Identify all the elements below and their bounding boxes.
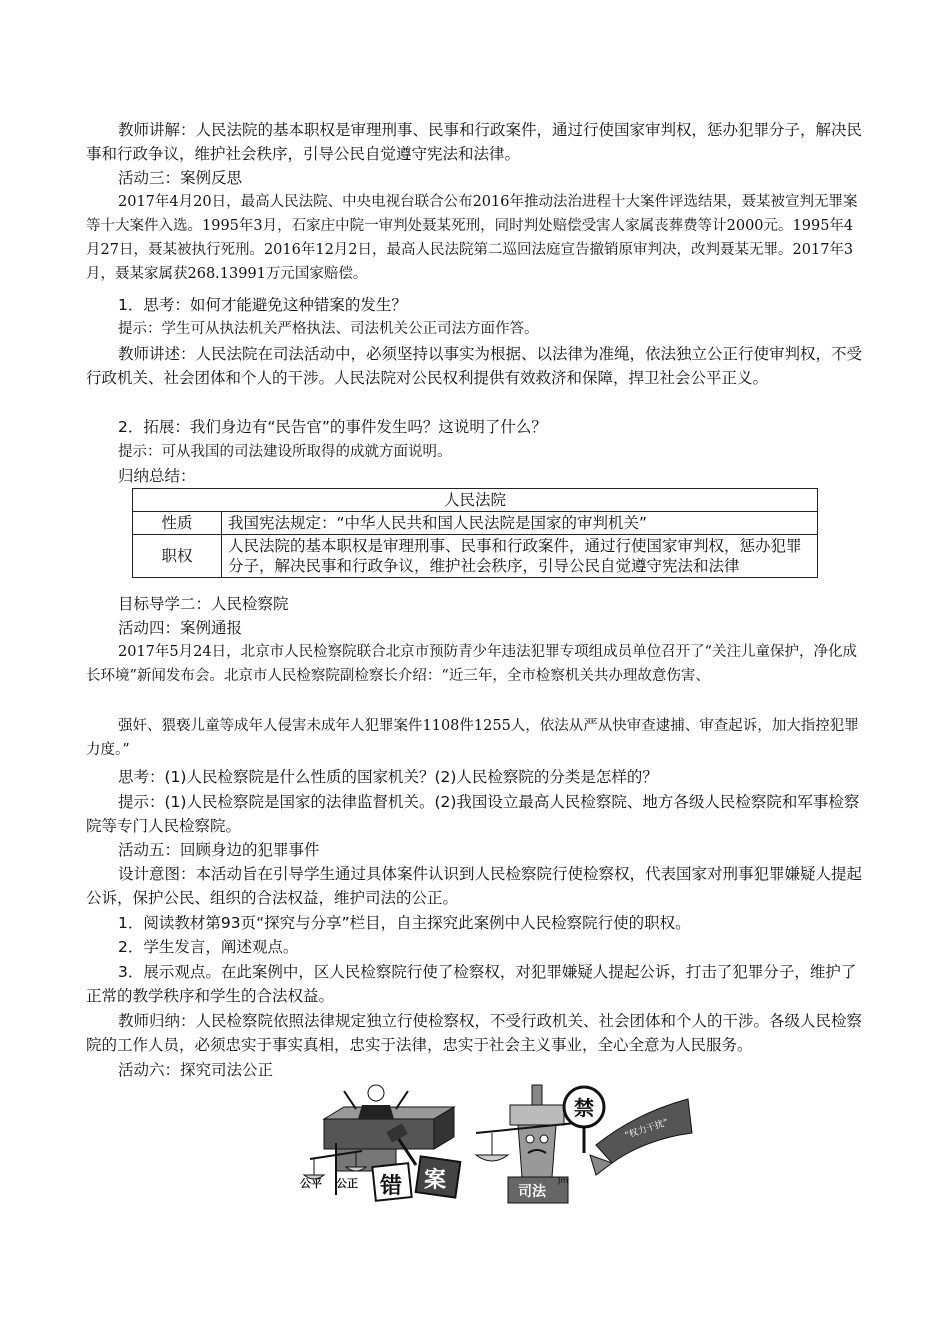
paragraph-think-1: 1．思考：如何才能避免这种错案的发生？ <box>118 296 407 314</box>
paragraph-think-procuratorate: 思考：(1)人民检察院是什么性质的国家机关？(2)人民检察院的分类是怎样的？ <box>118 768 658 786</box>
paragraph-step-2: 2．学生发言，阐述观点。 <box>118 938 299 956</box>
table-key-nature: 性质 <box>133 512 222 535</box>
heading-activity-6: 活动六：探究司法公正 <box>118 1061 274 1079</box>
block-character-wrong: 错 <box>380 1174 403 1199</box>
judicial-independence-cartoon <box>476 1085 692 1203</box>
banner-label-power-interference: “权力干扰” <box>623 1117 670 1142</box>
scale-label-fairness: 公平 <box>300 1177 322 1190</box>
paragraph-case-beijing-cont: 强奸、猥亵儿童等成年人侵害未成年人犯罪案件1108件1255人，依法从严从快审查逮捕、审查起诉，加大指控犯罪力度。” <box>86 718 859 758</box>
paragraph-teacher-conclusion: 教师归纳：人民检察院依照法律规定独立行使检察权，不受行政机关、社会团体和个人的干涉。各级人民检察院的工作人员，必须忠实于事实真相，忠实于法律，忠实于社会主义事业，全心全意为人民服务。 <box>86 1012 863 1054</box>
table-row <box>133 512 818 535</box>
paragraph-step-1: 1．阅读教材第93页“探究与分享”栏目，自主探究此案例中人民检察院行使的职权。 <box>118 914 691 932</box>
table-value-nature: 我国宪法规定：“中华人民共和国人民法院是国家的审判机关” <box>222 512 818 535</box>
artist-signature: Jm <box>558 1176 569 1185</box>
paragraph-hint-procuratorate: 提示：(1)人民检察院是国家的法律监督机关。(2)我国设立最高人民检察院、地方各级人民检察院和军事检察院等专门人民检察院。 <box>86 793 860 835</box>
paragraph-case-beijing: 2017年5月24日，北京市人民检察院联合北京市预防青少年违法犯罪专项组成员单位召开了“关注儿童保护，净化成长环境”新闻发布会。北京市人民检察院副检察长介绍：“近三年，全市检察机关共办理故意伤害、 <box>86 644 857 684</box>
paragraph-extend-2: 2．拓展：我们身边有“民告官”的事件发生吗？这说明了什么？ <box>118 418 547 436</box>
table-value-powers: 人民法院的基本职权是审理刑事、民事和行政案件，通过行使国家审判权，惩办犯罪分子，解决民事和行政争议，维护社会秩序，引导公民自觉遵守宪法和法律 <box>222 535 818 578</box>
heading-summary: 归纳总结： <box>118 467 196 485</box>
paragraph-case-nie: 2017年4月20日，最高人民法院、中央电视台联合公布2016年推动法治进程十大案件评选结果，聂某被宣判无罪案等十大案件入选。1995年3月，石家庄中院一审判处聂某死刑，同时判处赔偿受害人家属丧葬费等计2000元。1995年4月27日，聂某被执行死刑。2016年12月2日，最高人民法院第二巡回法庭宣告撤销原审判决，改判聂某无罪。2017年3月，聂某家属获268.13991万元国家赔偿。 <box>86 194 858 282</box>
block-character-case: 案 <box>424 1168 447 1193</box>
heading-activity-5: 活动五：回顾身边的犯罪事件 <box>118 841 320 859</box>
wrongful-case-cartoon <box>300 1085 460 1201</box>
heading-goal-2: 目标导学二：人民检察院 <box>118 595 289 613</box>
base-label-judiciary: 司法 <box>518 1184 546 1200</box>
justice-cartoon-illustration <box>296 1083 696 1208</box>
paragraph-design-intent: 设计意图：本活动旨在引导学生通过具体案件认识到人民检察院行使检察权，代表国家对刑事犯罪嫌疑人提起公诉，保护公民、组织的合法权益，维护司法的公正。 <box>86 865 863 907</box>
scale-label-justice: 公正 <box>336 1177 358 1190</box>
heading-activity-3: 活动三：案例反思 <box>118 169 243 187</box>
paragraph-teacher-narration: 教师讲述：人民法院在司法活动中，必须坚持以事实为根据、以法律为准绳，依法独立公正行使审判权，不受行政机关、社会团体和个人的干涉。人民法院对公民权利提供有效救济和保障，捍卫社会公平正义。 <box>86 345 863 387</box>
paragraph-step-3: 3．展示观点。在此案例中，区人民检察院行使了检察权，对犯罪嫌疑人提起公诉，打击了犯罪分子，维护了正常的教学秩序和学生的合法权益。 <box>86 963 857 1005</box>
paragraph-hint-2: 提示：可从我国的司法建设所取得的成就方面说明。 <box>118 444 452 460</box>
table-header: 人民法院 <box>133 489 818 512</box>
sign-character-forbidden: 禁 <box>574 1096 594 1120</box>
summary-table <box>132 488 818 578</box>
paragraph-hint-1: 提示：学生可从执法机关严格执法、司法机关公正司法方面作答。 <box>118 321 539 337</box>
table-row <box>133 535 818 578</box>
table-key-powers: 职权 <box>133 535 222 578</box>
table-row <box>133 489 818 512</box>
paragraph-teacher-lecture: 教师讲解：人民法院的基本职权是审理刑事、民事和行政案件，通过行使国家审判权，惩办犯罪分子，解决民事和行政争议，维护社会秩序，引导公民自觉遵守宪法和法律。 <box>86 121 863 163</box>
heading-activity-4: 活动四：案例通报 <box>118 619 243 637</box>
